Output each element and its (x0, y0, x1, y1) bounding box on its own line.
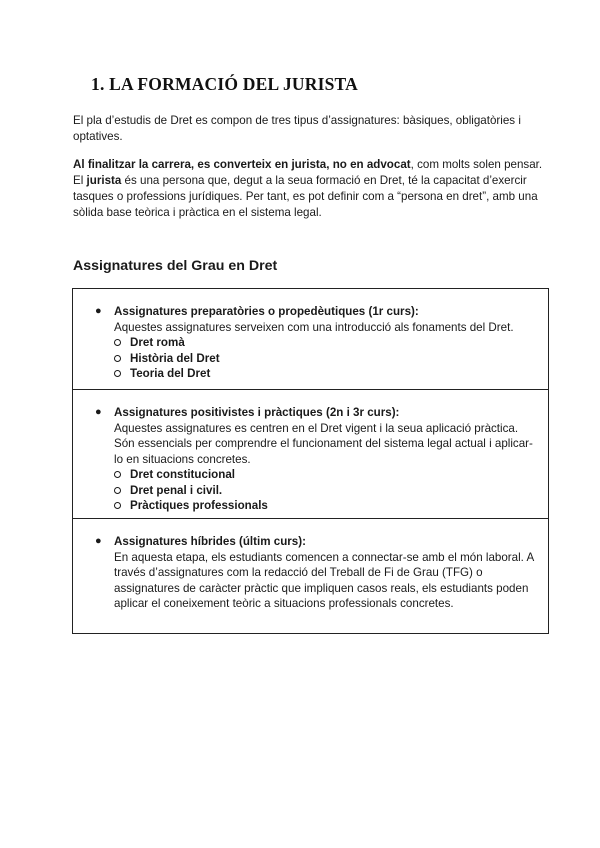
row-description: Aquestes assignatures serveixen com una introducció als fonaments del Dret. (114, 320, 514, 334)
row-title: Assignatures preparatòries o propedèutiques (1r curs): (114, 305, 419, 318)
sub-list-item (114, 351, 538, 367)
circle-bullet-icon (114, 487, 121, 494)
sub-item-label: Història del Dret (130, 351, 220, 365)
jurist-paragraph (73, 157, 543, 221)
sub-list (95, 335, 538, 382)
sub-list-item (114, 335, 538, 351)
sub-item-label: Teoria del Dret (130, 367, 211, 380)
circle-bullet-icon (114, 471, 121, 478)
sub-item-label: Dret romà (130, 336, 185, 349)
sub-item-label: Pràctiques professionals (130, 499, 268, 512)
intro-paragraph: El pla d’estudis de Dret es compon de tres tipus d’assignatures: bàsiques, obligatòries i optatives. (73, 114, 521, 143)
row-title: Assignatures positivistes i pràctiques (2n i 3r curs): (114, 406, 400, 419)
list-item (95, 534, 538, 612)
bullet-icon: ● (95, 305, 102, 317)
table-row (73, 518, 548, 633)
para-text-b: és una persona que, degut a la seua formació en Dret, té la capacitat d’exercir tasques o professions jurídiques. Per tant, es pot definir com a “persona en dret”, amb una sòlida base teòrica i pràctica en el sistema legal. (73, 174, 538, 219)
sub-item-label: Dret penal i civil. (130, 483, 223, 497)
bullet-icon: ● (95, 406, 102, 418)
para-text-a: , com molts solen pensar. El (73, 158, 543, 187)
circle-bullet-icon (114, 370, 121, 377)
circle-bullet-icon (114, 355, 121, 362)
row-description: Aquestes assignatures es centren en el Dret vigent i la seua aplicació pràctica. Són essencials per comprendre el funcionament del sistema legal actual i aplicar-lo en situacions concretes. (114, 421, 533, 466)
table-row (73, 389, 548, 518)
sub-list-item (114, 366, 538, 382)
row-description: En aquesta etapa, els estudiants comencen a connectar-se amb el món laboral. A través d’assignatures com la redacció del Treball de Fi de Grau (TFG) o assignatures de caràcter pràctic que impliquen casos reals, els estudiants poden aplicar el coneixement teòric a situacions professionals concretes. (114, 550, 534, 610)
bold-word-jurista: jurista (86, 174, 122, 187)
circle-bullet-icon (114, 502, 121, 509)
sub-list-item (114, 483, 538, 499)
row-title: Assignatures híbrides (últim curs): (114, 535, 306, 548)
sub-item-label: Dret constitucional (130, 468, 236, 481)
list-item (95, 304, 538, 335)
section-title: Assignatures del Grau en Dret (73, 258, 278, 274)
table-row (73, 289, 548, 389)
bold-lead: Al finalitzar la carrera, es converteix en jurista, no en advocat (73, 158, 411, 171)
sub-list-item (114, 498, 538, 514)
sub-list (95, 467, 538, 514)
subjects-table (72, 288, 549, 634)
sub-list-item (114, 467, 538, 483)
page-title: 1. LA FORMACIÓ DEL JURISTA (91, 74, 358, 94)
list-item (95, 405, 538, 467)
bullet-icon: ● (95, 535, 102, 547)
circle-bullet-icon (114, 339, 121, 346)
